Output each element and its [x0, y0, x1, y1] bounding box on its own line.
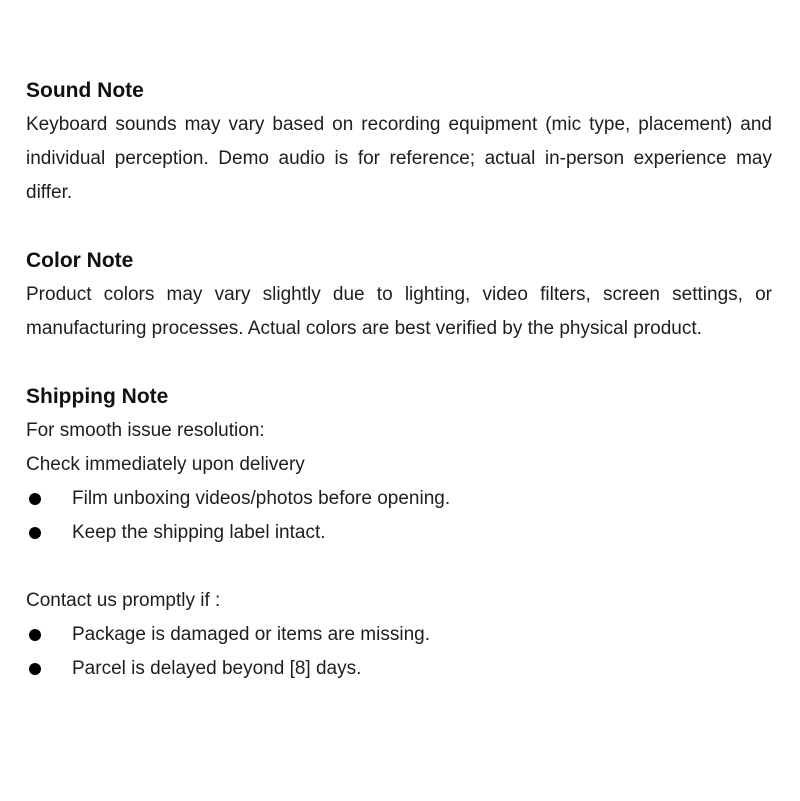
list-item	[26, 618, 772, 652]
notes-document	[26, 74, 772, 686]
sound-note-heading: Sound Note	[26, 79, 144, 102]
bullet-icon	[29, 527, 41, 539]
shipping-note-heading: Shipping Note	[26, 385, 169, 408]
bullet-icon	[29, 629, 41, 641]
list-item	[26, 516, 772, 550]
list-item	[26, 652, 772, 686]
list-item-text: Keep the shipping label intact.	[72, 522, 326, 543]
color-note-heading: Color Note	[26, 249, 134, 272]
check-list	[26, 482, 772, 550]
contact-list	[26, 618, 772, 686]
sound-note-body: Keyboard sounds may vary based on recording equipment (mic type, placement) and individual perception. Demo audio is for reference; actual in-person experience may differ.	[26, 114, 772, 203]
list-item-text: Package is damaged or items are missing.	[72, 624, 430, 645]
list-item-text: Parcel is delayed beyond [8] days.	[72, 658, 362, 679]
shipping-check-line: Check immediately upon delivery	[26, 454, 305, 475]
list-item-text: Film unboxing videos/photos before opening.	[72, 488, 451, 509]
bullet-icon	[29, 663, 41, 675]
bullet-icon	[29, 493, 41, 505]
color-note-section	[26, 244, 772, 346]
shipping-note-section	[26, 380, 772, 686]
sound-note-section	[26, 74, 772, 210]
list-item	[26, 482, 772, 516]
color-note-body: Product colors may vary slightly due to lighting, video filters, screen settings, or manufacturing processes. Actual colors are best verified by the physical product.	[26, 284, 772, 339]
contact-intro-line: Contact us promptly if :	[26, 590, 221, 611]
shipping-intro-line: For smooth issue resolution:	[26, 420, 265, 441]
